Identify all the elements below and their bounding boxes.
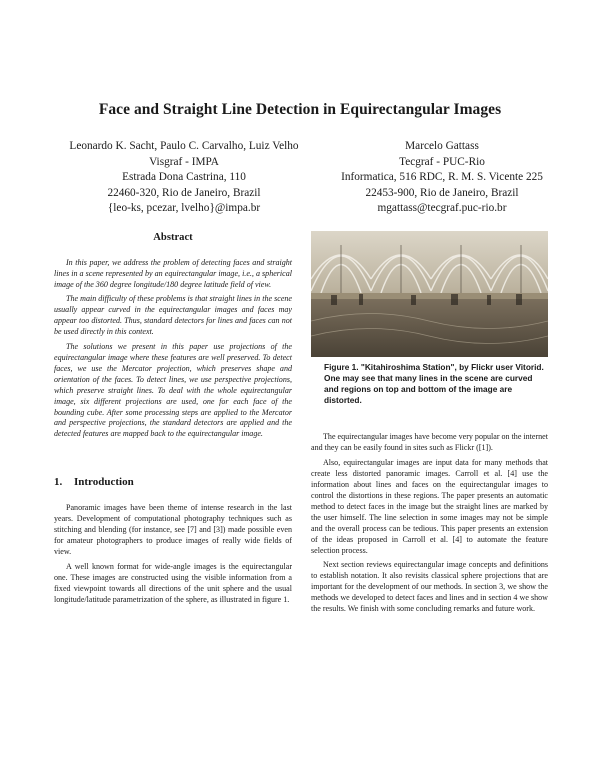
author-city: 22453-900, Rio de Janeiro, Brazil [365,186,519,199]
abstract-heading: Abstract [153,232,193,243]
figure-caption: Figure 1. "Kitahiroshima Station", by Flickr user Vitorid. One may see that many lines in the scene are curved and regions on top and bottom of the image are distorted. [324,362,544,405]
body-paragraph: Also, equirectangular images are input data for many methods that create less distorted panoramic images. Carroll et al. [4] use the information about lines and faces on the equirectangular images to control the distortions in these regions. The paper presents an automatic method to detect faces in the image but the straight lines are marked by the user himself. The line selection in some images may not be simple and the overall process can be tedious. This paper presents an extension of the ideas proposed in Carroll et al. [4] to automate the feature selection process. [311,457,548,555]
left-column [54,233,292,610]
right-column [311,231,548,619]
author-affiliation: Tecgraf - PUC-Rio [399,155,485,168]
figure-panorama-image [311,231,548,357]
introduction-body [54,503,292,606]
section-heading-introduction [54,477,292,488]
author-email: mgattass@tecgraf.puc-rio.br [377,202,507,215]
equirectangular-photo [311,231,548,357]
section-title: Introduction [74,476,134,489]
abstract-paragraph: The solutions we present in this paper use projections of the equirectangular image where these features are well preserved. To detect faces, we use the Mercator projection, which preserves shape and orientation of the faces. To detect lines, we use perspective projections, which preserve straight lines. To deal with the whole equirectangular image, six different projections are used, one for each face of the bounding cube. After some processing steps are applied to the Mercator and perspective projections, the standard detectors are applied and the detected features are mapped back to the equirectangular image. [54,341,292,439]
body-paragraph: The equirectangular images have become very popular on the internet and they can be easily found in sites such as Flickr ([1]). [311,432,548,452]
author-names: Marcelo Gattass [405,140,479,152]
authors-left [44,139,324,217]
right-column-body [311,432,548,615]
author-email: {leo-ks, pcezar, lvelho}@impa.br [107,202,261,215]
abstract [54,233,292,440]
author-address: Estrada Dona Castrina, 110 [122,171,246,184]
author-names: Leonardo K. Sacht, Paulo C. Carvalho, Luiz Velho [69,140,299,152]
abstract-paragraph: In this paper, we address the problem of detecting faces and straight lines in a scene represented by an equirectangular image, i.e., a spherical image of the 360 degree longitude/180 degree latitude field of view. [54,257,292,289]
body-paragraph: A well known format for wide-angle images is the equirectangular one. These images are constructed using the visible information from a fixed viewpoint towards all directions of the unit sphere and the usual longitude/latitude parametrization of the sphere, as illustrated in figure 1. [54,562,292,604]
authors-right [292,139,592,217]
author-city: 22460-320, Rio de Janeiro, Brazil [107,186,261,199]
section-number: 1. [54,476,63,489]
author-address: Informatica, 516 RDC, R. M. S. Vicente 225 [341,171,543,184]
paper-title: Face and Straight Line Detection in Equirectangular Images [98,101,502,118]
abstract-paragraph: The main difficulty of these problems is that straight lines in the scene usually appear curved in the equirectangular images and faces may appear too distorted. Thus, standard detectors for lines and faces can not be used directly in this context. [54,294,292,337]
body-paragraph: Next section reviews equirectangular image concepts and definitions to establish notation. It also revisits classical sphere projections that are important for the development of our methods. In section 3, we show the methods we developed to detect faces and lines and in section 4 we show the results. We finish with some concluding remarks and future work. [311,560,548,614]
body-paragraph: Panoramic images have been theme of intense research in the last years. Development of computational photography techniques such as stitching and blending (for instance, see [7] and [3]) made possible even for amateur photographers to produce images of really wide fields of view. [54,503,292,557]
author-affiliation: Visgraf - IMPA [149,155,219,168]
